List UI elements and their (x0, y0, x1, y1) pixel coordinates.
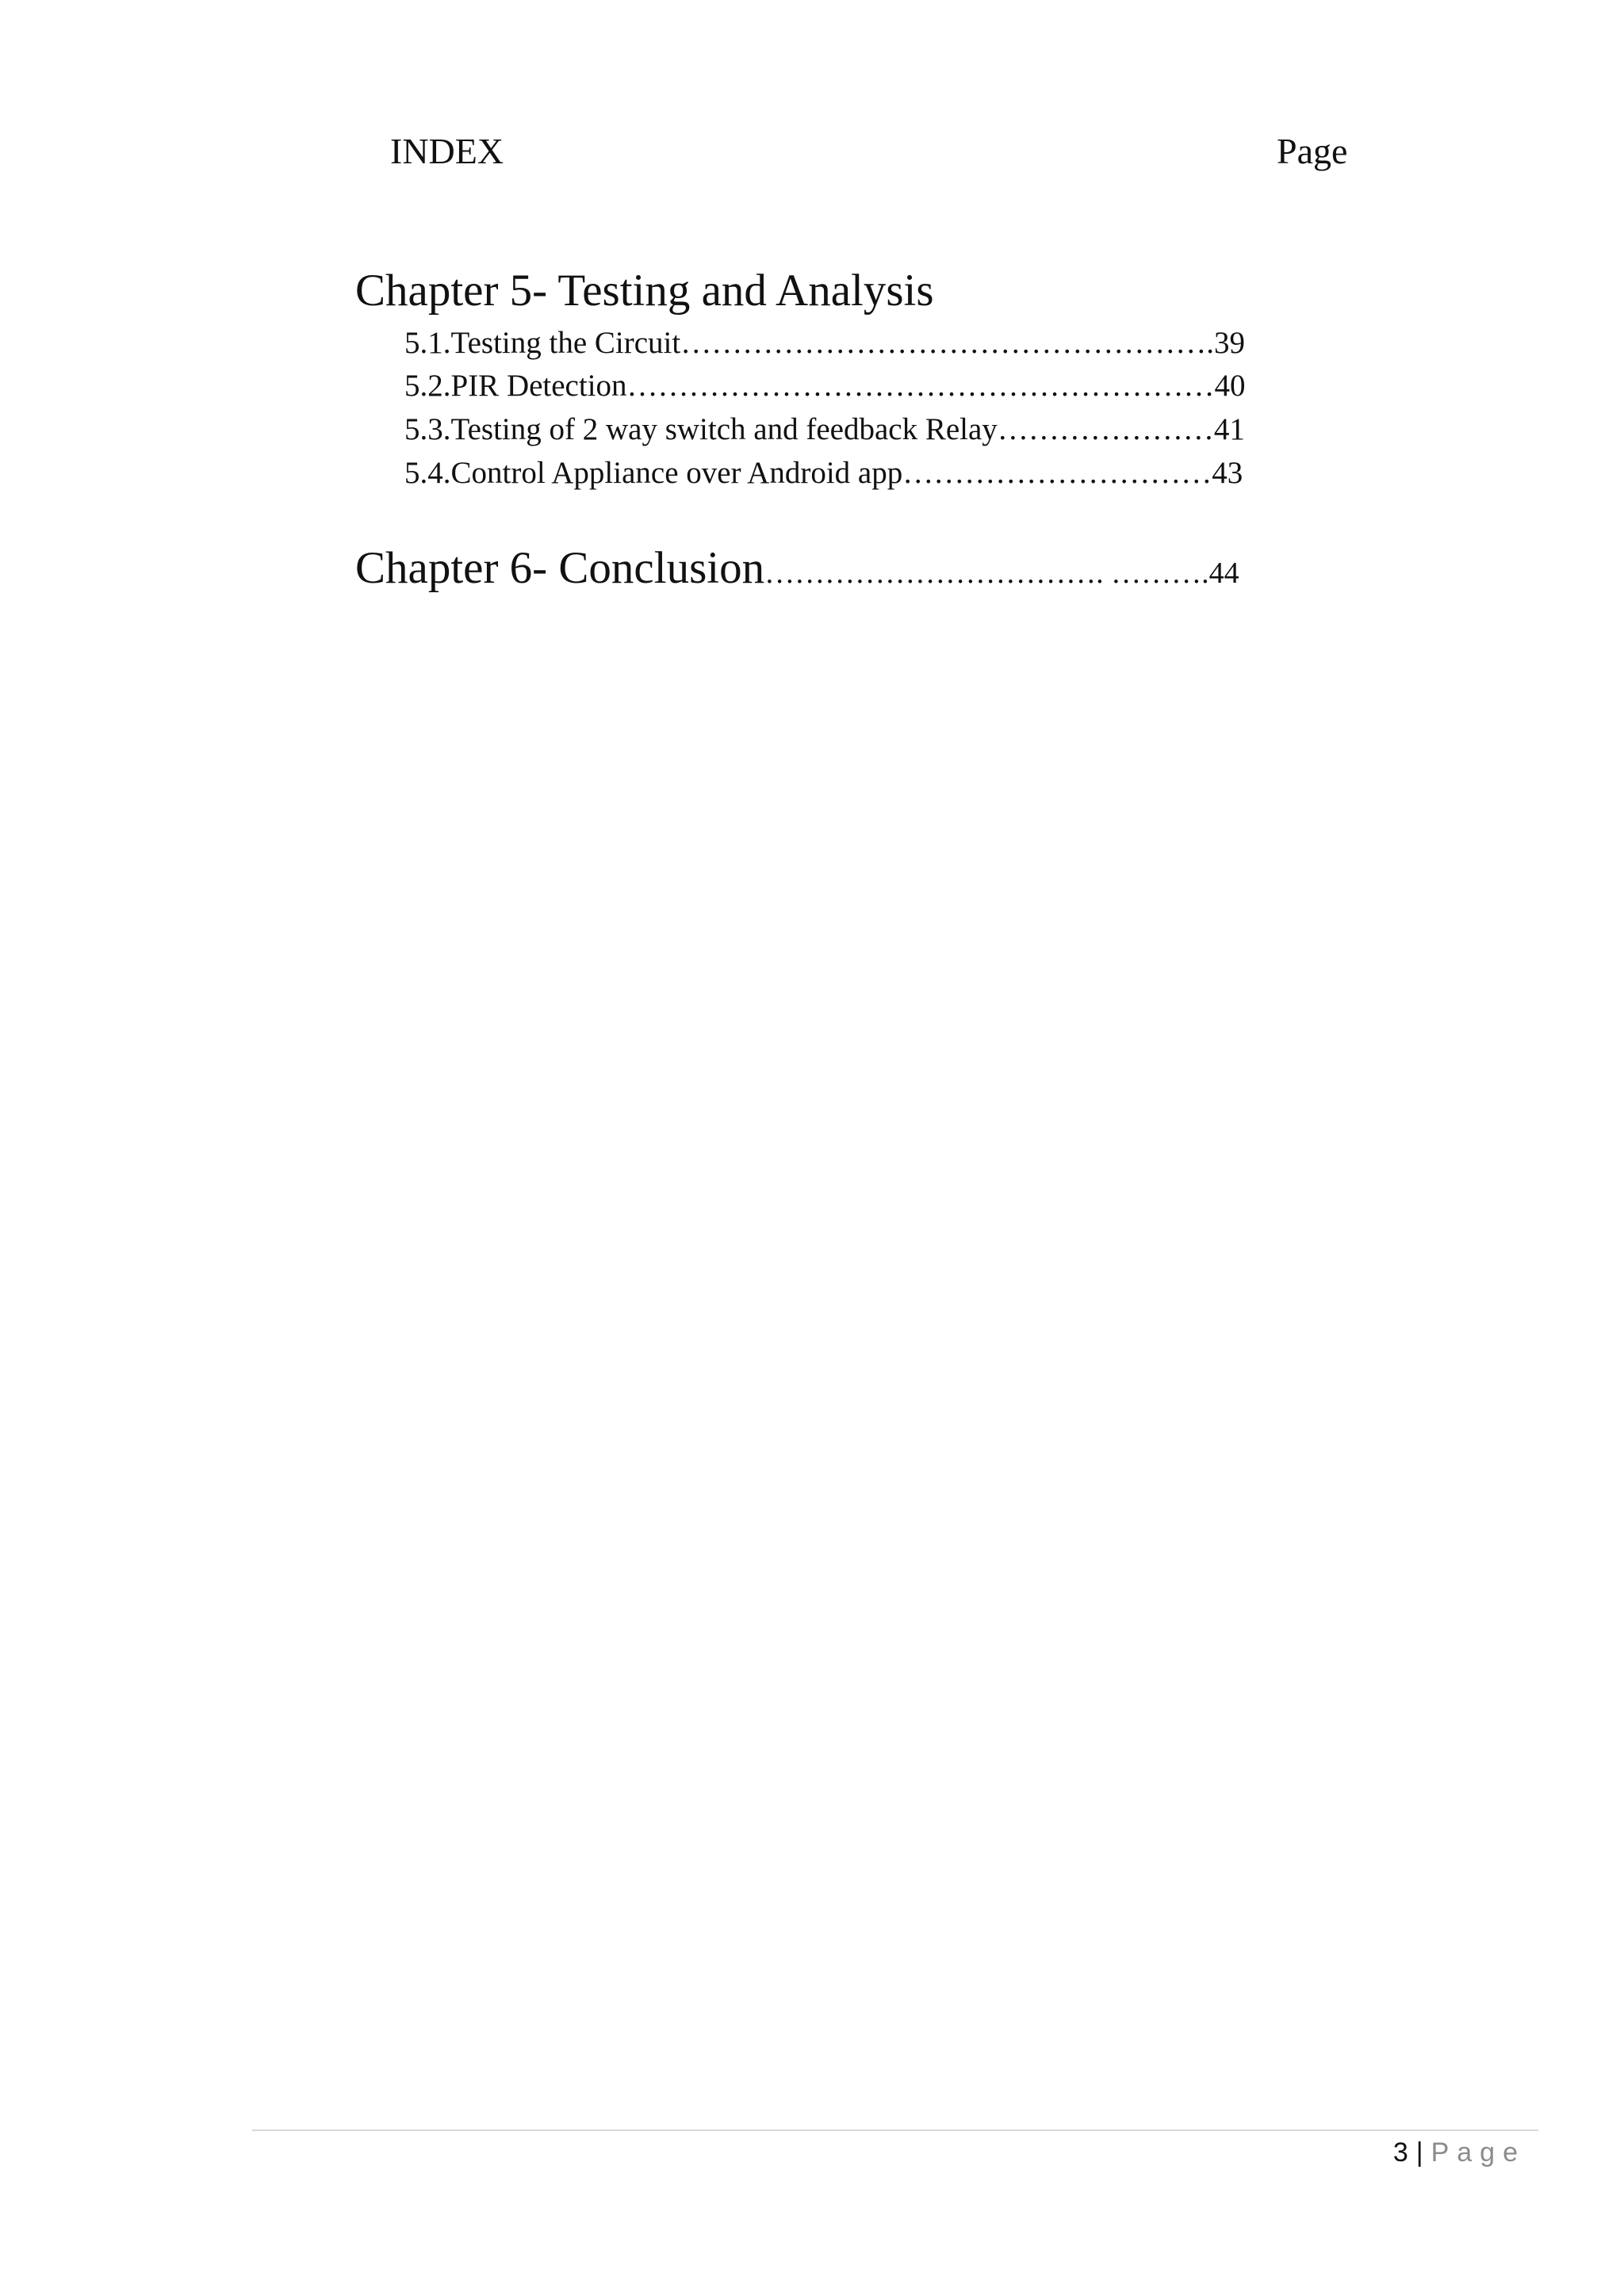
page-column-heading: Page (1277, 131, 1348, 171)
toc-entry-label: 5.4.Control Appliance over Android app (404, 456, 903, 490)
toc-entry (404, 457, 1243, 488)
toc-entry-page: 43 (1212, 456, 1243, 490)
footer-separator: | (1415, 2137, 1423, 2168)
toc-entry-page: 39 (1213, 326, 1245, 360)
toc-entry (404, 327, 1245, 358)
chapter-6-title-line (355, 545, 1239, 591)
toc-entry-leader: ………………………… (902, 456, 1212, 490)
toc-entry-label: 5.1.Testing the Circuit (404, 326, 681, 360)
footer-page-number (1393, 2139, 1526, 2166)
toc-entry (404, 414, 1245, 445)
toc-entry-leader: ………………… (997, 412, 1214, 446)
toc-entry-leader: ……………………………………………. (680, 326, 1214, 360)
index-heading: INDEX (390, 131, 504, 171)
toc-entry-page: 40 (1214, 369, 1246, 403)
toc-entry-leader: ………………………………………………… (626, 369, 1215, 403)
footer-divider (252, 2130, 1538, 2131)
toc-entry-label: 5.3.Testing of 2 way switch and feedback Relay (404, 412, 998, 446)
chapter-6-leader: ……………………………. ………. (764, 557, 1209, 590)
toc-entry (404, 370, 1246, 401)
page-word: Page (1431, 2137, 1526, 2168)
chapter-6-page: 44 (1208, 557, 1239, 590)
toc-entry-page: 41 (1213, 412, 1245, 446)
toc-entry-label: 5.2.PIR Detection (404, 369, 627, 403)
page-number: 3 (1392, 2137, 1408, 2168)
chapter-5-title: Chapter 5- Testing and Analysis (355, 266, 934, 316)
chapter-6-title: Chapter 6- Conclusion (355, 543, 765, 593)
